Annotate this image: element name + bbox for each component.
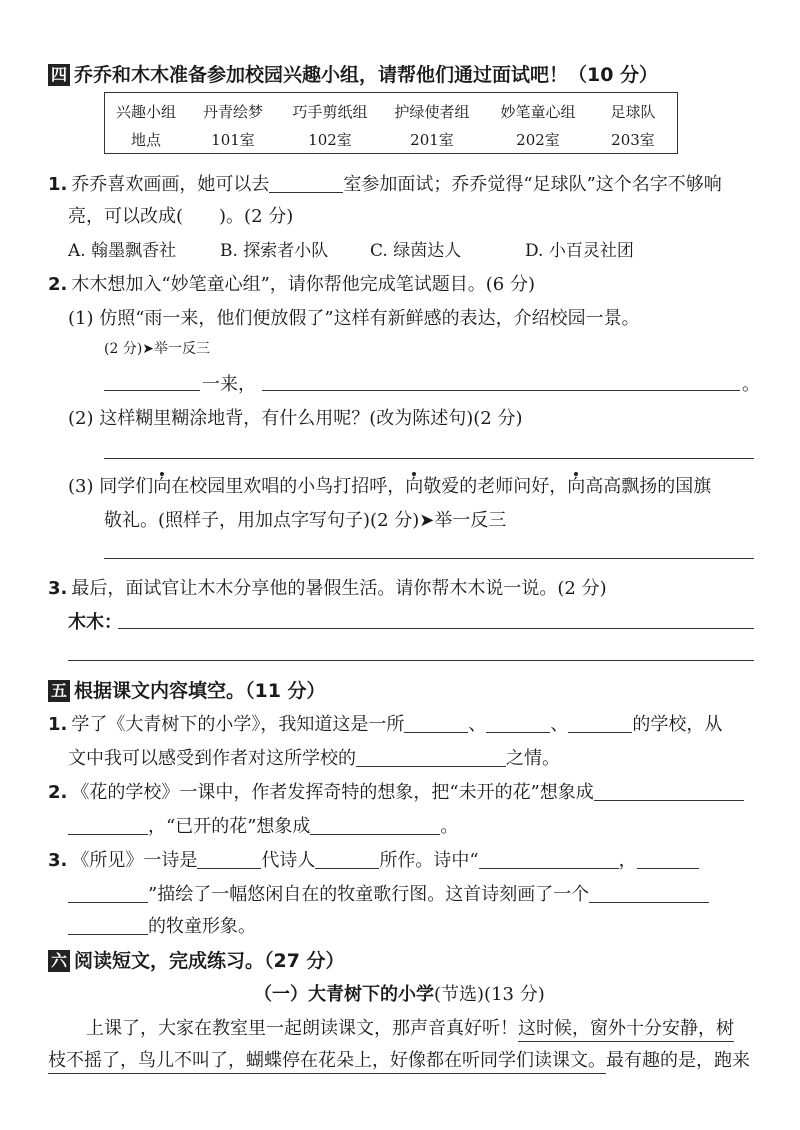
passage-line-2 [48, 1046, 750, 1072]
section-5-heading [48, 676, 326, 703]
question-1-options [68, 236, 634, 261]
question-text: (3) 同学们 [68, 476, 154, 497]
question-text: 的学校，从 [632, 714, 723, 735]
table-cell: 地点 [130, 131, 161, 149]
passage-text: 上课了，大家在教室里一起朗读课文，那声音真好听！ [86, 1018, 518, 1039]
question-number: 2. [48, 782, 68, 803]
answer-blank[interactable] [315, 850, 379, 869]
interest-group-table [104, 92, 678, 154]
answer-blank[interactable] [479, 850, 619, 869]
passage-title-note: (节选)(13 分) [434, 984, 545, 1005]
question-number: 3. [48, 578, 68, 599]
question-text: 、 [468, 714, 487, 735]
table-cell: 护绿使者组 [394, 103, 470, 121]
passage-text: 最有趣的是，跑来 [606, 1050, 750, 1071]
section-5-title: 根据课文内容填空。（11 分） [74, 680, 326, 702]
answer-blank[interactable] [310, 816, 440, 835]
question-text: 《花的学校》一课中，作者发挥奇特的想象，把“未开的花”想象成 [71, 782, 594, 803]
question-text: 。 [440, 816, 459, 837]
answer-line[interactable] [118, 628, 754, 629]
question-text: 学了《大青树下的小学》，我知道这是一所 [71, 714, 405, 735]
answer-line[interactable] [68, 660, 754, 661]
question-1-line-2: 亮，可以改成( )。(2 分) [68, 206, 294, 227]
question-text: ，“已开的花”想象成 [148, 816, 311, 837]
section-4-title: 乔乔和木木准备参加校园兴趣小组，请帮他们通过面试吧！（10 分） [74, 64, 659, 86]
dotted-char: 向 [153, 476, 172, 497]
question-text: 室参加面试；乔乔觉得“足球队”这个名字不够响 [343, 174, 722, 195]
question-2-heading [48, 270, 535, 296]
section-4-heading [48, 60, 658, 87]
question-text: ， [618, 850, 637, 871]
option-d[interactable]: D. 小百灵社团 [525, 241, 634, 261]
table-cell: 201室 [410, 131, 454, 149]
question-number: 1. [48, 174, 68, 195]
question-1-line-1 [48, 170, 722, 196]
underlined-text: 枝不摇了，鸟儿不叫了，蝴蝶停在花朵上，好像都在听同学们读课文。 [48, 1050, 606, 1074]
question-text: 的牧童形象。 [148, 916, 256, 937]
s5-question-3-line-3 [68, 912, 256, 938]
section-6-number: 六 [48, 950, 70, 972]
question-text: 所作。诗中“ [379, 850, 479, 871]
question-2-part-1: (1) 仿照“雨一来，他们便放假了”这样有新鲜感的表达，介绍校园一景。 [68, 308, 640, 329]
s5-question-2-line-2 [68, 812, 458, 838]
table-row [105, 101, 677, 122]
s5-question-1-line-1 [48, 710, 722, 736]
answer-blank[interactable] [68, 816, 148, 835]
section-4-number: 四 [48, 64, 70, 86]
answer-blank[interactable] [197, 850, 261, 869]
question-2-part-2: (2) 这样糊里糊涂地背，有什么用呢？(改为陈述句)(2 分) [68, 408, 523, 429]
section-6-title: 阅读短文，完成练习。（27 分） [74, 950, 345, 972]
section-5-number: 五 [48, 680, 70, 702]
table-cell: 203室 [611, 131, 655, 149]
table-cell: 101室 [211, 131, 255, 149]
option-c[interactable]: C. 绿茵达人 [370, 241, 462, 261]
table-cell: 202室 [516, 131, 560, 149]
question-text: 之情。 [506, 748, 560, 769]
question-2-part-3-line-2: 敬礼。(照样子，用加点字写句子)(2 分)➤举一反三 [104, 510, 507, 531]
question-text: 高高飘扬的国旗 [585, 476, 712, 497]
table-row [105, 129, 677, 150]
question-text: 文中我可以感受到作者对这所学校的 [68, 748, 356, 769]
question-text: 《所见》一诗是 [71, 850, 198, 871]
s5-question-2-line-1 [48, 778, 744, 804]
question-text: 乔乔喜欢画画，她可以去 [71, 174, 270, 195]
answer-blank[interactable] [589, 884, 709, 903]
question-2-part-1-mid: 一来， [202, 374, 256, 395]
table-cell: 兴趣小组 [115, 103, 176, 121]
table-cell: 足球队 [610, 103, 656, 121]
question-number: 3. [48, 850, 68, 871]
section-6-heading [48, 946, 345, 973]
answer-blank[interactable] [637, 850, 699, 869]
underlined-text: 这时候，窗外十分安静，树 [518, 1018, 734, 1042]
answer-line[interactable] [104, 390, 200, 391]
question-number: 2. [48, 274, 68, 295]
question-3-heading [48, 574, 607, 600]
question-text: 最后，面试官让木木分享他的暑假生活。请你帮木木说一说。(2 分) [71, 578, 607, 599]
question-2-part-1-score: (2 分)➤举一反三 [104, 341, 211, 357]
dotted-char: 向 [567, 476, 586, 497]
s5-question-1-line-2 [68, 744, 560, 770]
answer-blank[interactable] [269, 174, 343, 193]
question-text: 木木想加入“妙笔童心组”，请你帮他完成笔试题目。(6 分) [71, 274, 535, 295]
answer-blank[interactable] [68, 884, 148, 903]
question-text: 、 [550, 714, 569, 735]
answer-blank[interactable] [486, 714, 550, 733]
question-text: 敬爱的老师问好， [423, 476, 568, 497]
question-text: 在校园里欢唱的小鸟打招呼， [171, 476, 406, 497]
answer-line[interactable] [104, 558, 754, 559]
s5-question-3-line-1 [48, 846, 699, 872]
table-cell: 丹青绘梦 [202, 103, 263, 121]
table-cell: 妙笔童心组 [500, 103, 576, 121]
answer-blank[interactable] [404, 714, 468, 733]
passage-title [254, 980, 545, 1006]
dotted-char: 向 [405, 476, 424, 497]
passage-title-main: （一）大青树下的小学 [254, 984, 434, 1005]
table-cell: 巧手剪纸组 [292, 103, 368, 121]
answer-label: 木木： [68, 612, 122, 633]
answer-blank[interactable] [568, 714, 632, 733]
question-2-part-1-end: 。 [742, 374, 760, 395]
question-text: ”描绘了一幅悠闲自在的牧童歌行图。这首诗刻画了一个 [148, 884, 590, 905]
answer-line[interactable] [262, 390, 740, 391]
question-text: 代诗人 [261, 850, 316, 871]
question-2-part-3-line-1 [68, 472, 711, 498]
option-a[interactable]: A. 翰墨飘香社 [68, 241, 177, 261]
answer-line[interactable] [104, 458, 754, 459]
option-b[interactable]: B. 探索者小队 [220, 241, 329, 261]
answer-blank[interactable] [68, 916, 148, 935]
question-number: 1. [48, 714, 68, 735]
passage-line-1 [86, 1014, 734, 1040]
table-cell: 102室 [308, 131, 352, 149]
answer-blank[interactable] [356, 748, 506, 767]
s5-question-3-line-2 [68, 880, 709, 906]
answer-blank[interactable] [594, 782, 744, 801]
